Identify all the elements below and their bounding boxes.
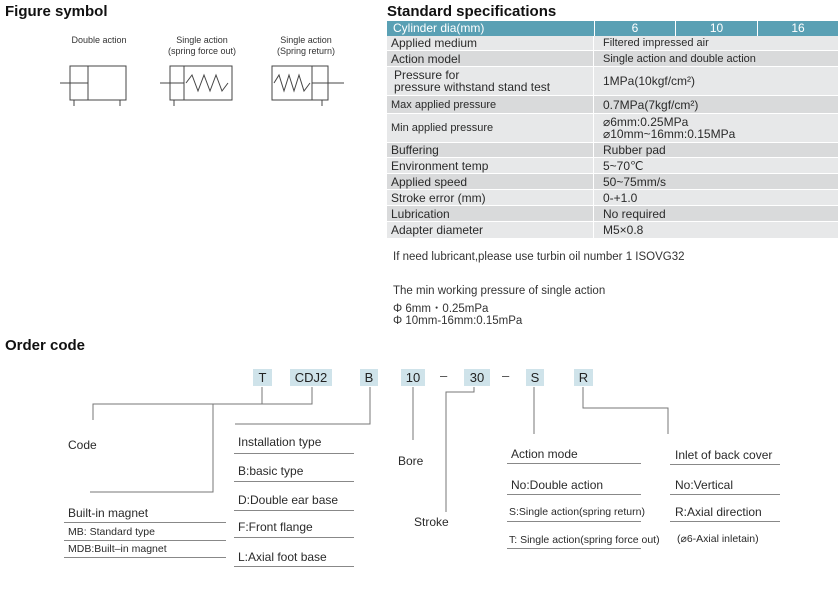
installation-option-d: D:Double ear base — [238, 493, 339, 507]
installation-option-b: B:basic type — [238, 464, 304, 478]
inlet-option-r: R:Axial direction — [675, 505, 762, 519]
spec-label: Action model — [387, 51, 594, 66]
spec-label: Min applied pressure — [387, 114, 594, 142]
spec-label: Applied medium — [387, 36, 594, 50]
code-inlet-r: R — [574, 369, 593, 386]
spec-value: 0.7MPa(7kgf/cm²) — [603, 97, 699, 112]
code-series-cdj2: CDJ2 — [290, 369, 332, 386]
divider — [507, 463, 641, 464]
double-action-label: Double action — [71, 35, 127, 45]
stroke-label: Stroke — [414, 515, 449, 529]
size-10-header: 10 — [676, 21, 758, 36]
action-option-s: S:Single action(spring return) — [509, 506, 645, 518]
lubricant-note: If need lubricant,please use turbin oil number 1 ISOVG32 — [393, 251, 685, 263]
divider — [234, 481, 354, 482]
code-label: Code — [68, 438, 97, 452]
action-mode-title: Action mode — [511, 447, 578, 461]
spec-label: Lubrication — [387, 206, 594, 221]
spec-value: No required — [603, 206, 666, 221]
divider — [234, 510, 354, 511]
installation-option-f: F:Front flange — [238, 520, 313, 534]
min-pressure-note-10-16mm: Φ 10mm-16mm:0.15mPa — [393, 315, 523, 327]
installation-option-l: L:Axial foot base — [238, 550, 327, 564]
installation-title: Installation type — [238, 435, 322, 449]
spec-label: Applied speed — [387, 174, 594, 189]
spec-label: Stroke error (mm) — [387, 190, 594, 205]
figure-symbol-title: Figure symbol — [5, 3, 108, 20]
inlet-title: Inlet of back cover — [675, 448, 773, 462]
divider — [64, 540, 226, 541]
divider — [507, 548, 641, 549]
inlet-option-note: (⌀6-Axial inletain) — [677, 533, 759, 545]
code-stroke-30: 30 — [464, 369, 490, 386]
spec-value: 50~75mm/s — [603, 174, 667, 189]
spec-label: Adapter diameter — [387, 222, 594, 238]
spec-label: Environment temp — [387, 158, 594, 173]
order-code-title: Order code — [5, 337, 86, 354]
spec-value: Rubber pad — [603, 143, 666, 157]
inlet-option-no: No:Vertical — [675, 478, 734, 492]
spec-value: 1MPa(10kgf/cm²) — [603, 74, 696, 88]
code-separator: – — [440, 368, 448, 383]
spring-return-label: Single action (Spring return) — [276, 35, 336, 56]
code-bore-10: 10 — [401, 369, 425, 386]
magnet-option-mdb: MDB:Built–in magnet — [68, 543, 167, 555]
divider — [670, 521, 780, 522]
min-pressure-note-6mm: Φ 6mm・0.25mPa — [393, 303, 489, 315]
spec-value: M5×0.8 — [603, 223, 644, 237]
spec-value: 5~70℃ — [603, 158, 644, 173]
specifications-title: Standard specifications — [387, 3, 557, 20]
min-pressure-note-title: The min working pressure of single action — [393, 285, 606, 297]
divider — [234, 537, 354, 538]
divider — [234, 566, 354, 567]
spec-label: Max applied pressure — [387, 96, 594, 113]
spec-label: Buffering — [387, 143, 594, 157]
spec-value: Filtered impressed air — [603, 37, 709, 49]
size-6-header: 6 — [595, 21, 676, 36]
spec-value: ⌀6mm:0.25MPa ⌀10mm~16mm:0.15MPa — [603, 115, 736, 141]
code-prefix-t: T — [253, 369, 272, 386]
divider — [670, 494, 780, 495]
code-separator: – — [502, 368, 510, 383]
action-option-no: No:Double action — [511, 478, 604, 492]
divider — [64, 557, 226, 558]
divider — [234, 453, 354, 454]
code-action-s: S — [526, 369, 544, 386]
spec-value: Single action and double action — [603, 52, 756, 65]
spec-label: Pressure for pressure withstand stand test — [387, 67, 594, 95]
spec-value: 0-+1.0 — [603, 190, 638, 205]
spring-force-out-label: Single action (spring force out) — [167, 35, 237, 56]
code-installation-b: B — [360, 369, 378, 386]
divider — [507, 494, 641, 495]
divider — [507, 521, 641, 522]
magnet-option-mb: MB: Standard type — [68, 526, 155, 538]
magnet-title: Built-in magnet — [68, 506, 149, 520]
bore-label: Bore — [398, 454, 424, 468]
divider — [64, 522, 226, 523]
divider — [670, 464, 780, 465]
action-option-t: T: Single action(spring force out) — [509, 534, 660, 546]
spec-header-label: Cylinder dia(mm) — [387, 21, 595, 36]
size-16-header: 16 — [791, 21, 805, 35]
